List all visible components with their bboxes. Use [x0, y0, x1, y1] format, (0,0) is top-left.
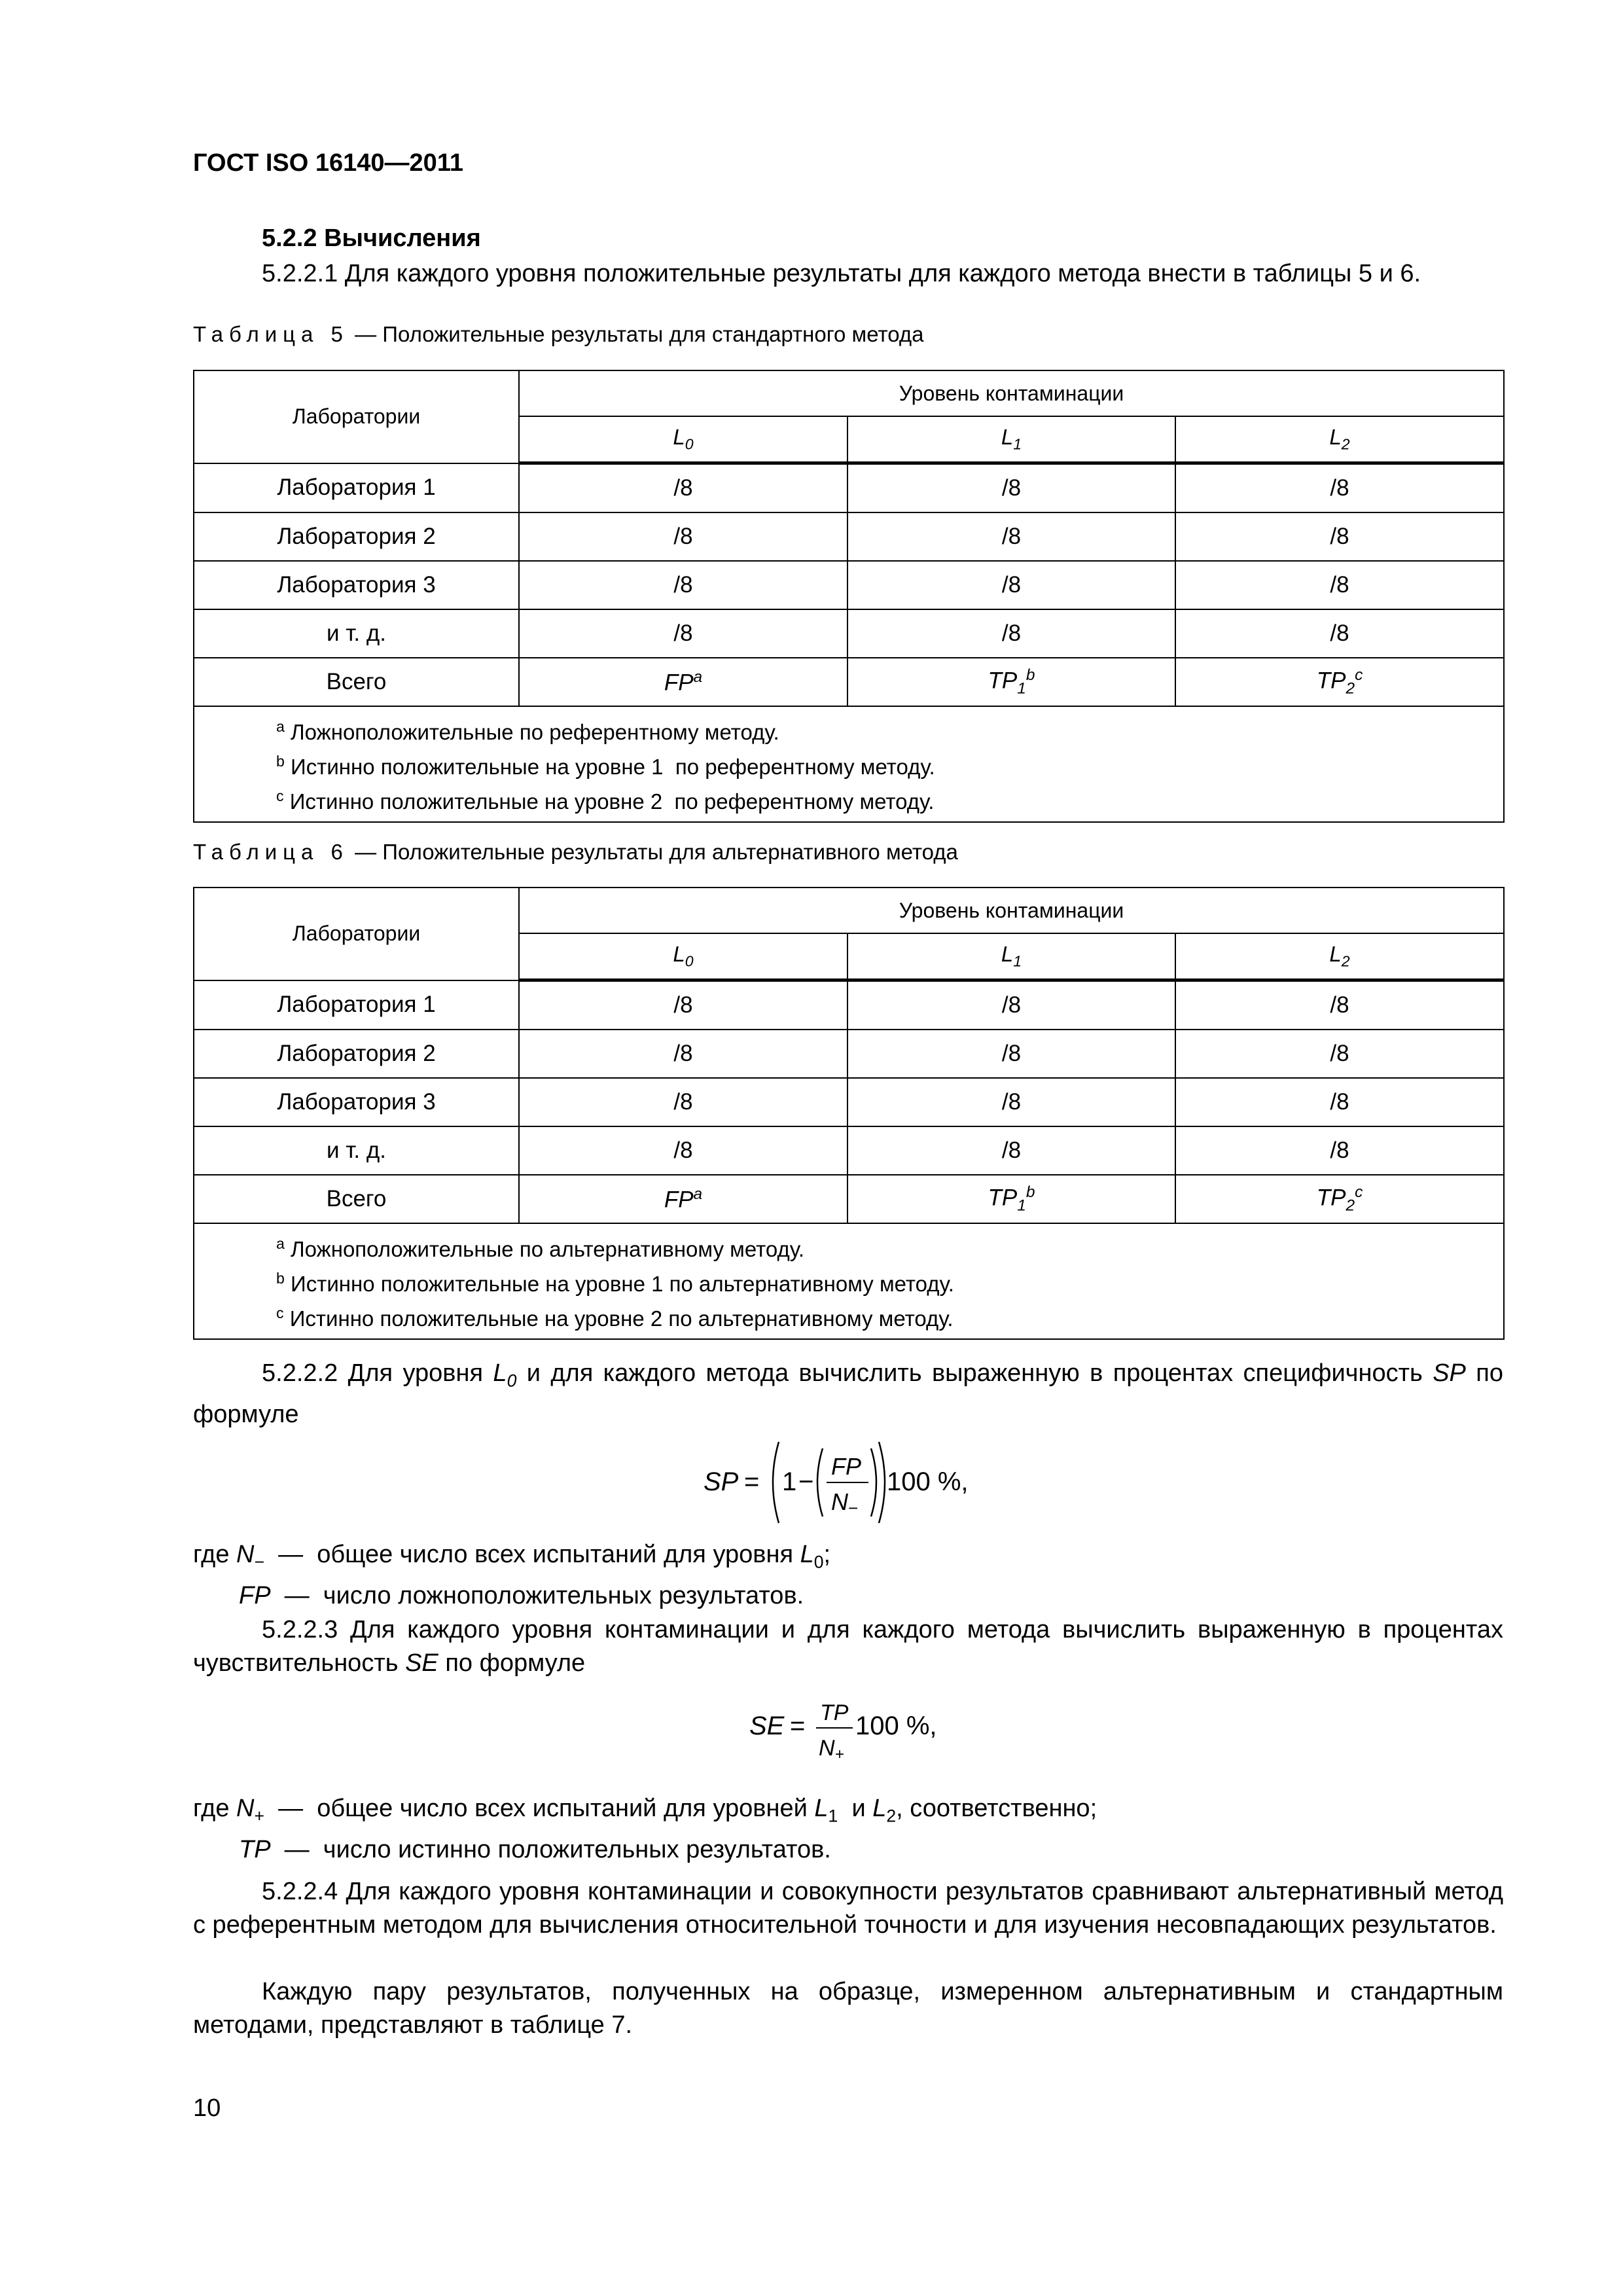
- p5223-text-2: по формуле: [438, 1649, 586, 1677]
- table6-footnote-b: $^b$ Истинно положительные на уровне 1 по альтернативному методу.: [276, 1270, 954, 1296]
- table6-footnotes: [194, 1223, 1504, 1339]
- table5-cell: /8: [847, 609, 1175, 658]
- svg-text:N: N: [831, 1488, 848, 1515]
- table5-lab: Лаборатория 1: [194, 463, 519, 513]
- table5-total-row: [194, 658, 1504, 706]
- svg-text:=: =: [790, 1712, 806, 1740]
- table6-cell: /8: [519, 1078, 847, 1126]
- table5-total-label: Всего: [194, 658, 519, 706]
- where-sp-line-2: FP — число ложноположительных результатов.: [239, 1581, 804, 1609]
- table6-total-row: [194, 1175, 1504, 1223]
- table5-lab: Лаборатория 3: [194, 561, 519, 609]
- svg-text:100 %,: 100 %,: [887, 1467, 969, 1496]
- table5-cell: /8: [847, 512, 1175, 561]
- table6-caption-text: — Положительные результаты для альтернативного метода: [348, 840, 958, 864]
- table5-total-tp2: $TP_2^c$: [1175, 658, 1504, 706]
- table6-footnote-c: $^c$ Истинно положительные на уровне 2 по альтернативному методу.: [276, 1304, 954, 1331]
- table5-total-fp: $FP^a$: [519, 658, 847, 706]
- table6-cell: /8: [1175, 980, 1504, 1030]
- table5-total-tp1: $TP_1^b$: [847, 658, 1175, 706]
- formula-sp: [704, 1437, 998, 1535]
- where-se-line-2: TP — число истинно положительных результатов.: [239, 1835, 831, 1863]
- table5-cell: /8: [519, 609, 847, 658]
- table5-cell: /8: [847, 561, 1175, 609]
- table6-level-1: $L_1$: [847, 933, 1175, 980]
- table-row: [194, 1078, 1504, 1126]
- svg-text:SP: SP: [704, 1467, 739, 1496]
- table-row: [194, 512, 1504, 561]
- table5-caption: [193, 322, 923, 347]
- svg-text:SE: SE: [749, 1712, 785, 1740]
- svg-text:TP: TP: [820, 1700, 849, 1725]
- svg-text:=: =: [744, 1467, 760, 1496]
- table6-caption-prefix: Таблица 6: [193, 840, 349, 864]
- table5-lab: и т. д.: [194, 609, 519, 658]
- table6: [193, 887, 1505, 1340]
- paragraph-5-2-2-4: 5.2.2.4 Для каждого уровня контаминации и совокупности результатов сравнивают альтернативный метод с референтным методом для вычисления относительной точности и для изучения несовпадающих результатов.: [193, 1878, 1503, 1939]
- paragraph-5-2-2-1: 5.2.2.1 Для каждого уровня положительные результаты для каждого метода внести в таблицы 5 и 6.: [262, 260, 1421, 287]
- table6-total-tp1: $TP_1^b$: [847, 1175, 1175, 1223]
- table-row: [194, 463, 1504, 513]
- table6-header-lab: Лаборатории: [194, 888, 519, 980]
- svg-text:FP: FP: [831, 1453, 862, 1480]
- table6-cell: /8: [1175, 1126, 1504, 1175]
- table6-lab: и т. д.: [194, 1126, 519, 1175]
- table6-cell: /8: [1175, 1030, 1504, 1078]
- table5-cell: /8: [847, 463, 1175, 513]
- table6-cell: /8: [519, 1126, 847, 1175]
- svg-text:1: 1: [782, 1467, 797, 1496]
- table5-footnote-a: $^a$ Ложноположительные по референтному методу.: [276, 718, 779, 744]
- table5-footnotes: [194, 706, 1504, 822]
- svg-text:100 %,: 100 %,: [855, 1712, 937, 1740]
- where-sp: [193, 1538, 1503, 1613]
- page-number: 10: [193, 2094, 221, 2122]
- p5223-text-1: 5.2.2.3 Для каждого уровня контаминации и для каждого метода вычислить выраженную в процентах чувствительность: [193, 1616, 1503, 1677]
- table-row: [194, 609, 1504, 658]
- table6-level-2: $L_2$: [1175, 933, 1504, 980]
- svg-text:+: +: [835, 1746, 845, 1763]
- p5222-text-2: и для каждого метода вычислить выраженную в процентах специфичность: [516, 1359, 1433, 1387]
- where-se: [193, 1792, 1503, 1867]
- section-title: 5.2.2 Вычисления: [262, 224, 481, 252]
- table6-caption: [193, 840, 958, 865]
- formula-se-graphic: [749, 1695, 959, 1767]
- table6-total-tp2: $TP_2^c$: [1175, 1175, 1504, 1223]
- p5223-symbol: SE: [405, 1649, 438, 1677]
- svg-text:N: N: [819, 1736, 835, 1761]
- table6-header-level: Уровень контаминации: [519, 888, 1504, 933]
- table5-header-lab: Лаборатории: [194, 370, 519, 463]
- table5-cell: /8: [1175, 561, 1504, 609]
- table5-cell: /8: [1175, 609, 1504, 658]
- paragraph-5-2-2-3: [193, 1613, 1503, 1680]
- table5-cell: /8: [519, 512, 847, 561]
- table6-cell: /8: [519, 980, 847, 1030]
- svg-text:−: −: [848, 1498, 859, 1518]
- table-row: [194, 980, 1504, 1030]
- p5222-symbol: SP: [1433, 1359, 1466, 1387]
- table6-cell: /8: [847, 1126, 1175, 1175]
- table-row: [194, 1030, 1504, 1078]
- p5222-text-3: по формуле: [193, 1359, 1503, 1428]
- table5-caption-prefix: Таблица 5: [193, 322, 349, 346]
- table5-level-0: $L_0$: [519, 416, 847, 463]
- table6-lab: Лаборатория 1: [194, 980, 519, 1030]
- table6-total-fp: $FP^a$: [519, 1175, 847, 1223]
- table6-cell: /8: [519, 1030, 847, 1078]
- formula-sp-graphic: [704, 1437, 998, 1528]
- paragraph-5-2-2-2: [193, 1357, 1503, 1431]
- table6-cell: /8: [847, 1078, 1175, 1126]
- where-se-line-1: где $N_+$ — общее число всех испытаний для уровней $L_1$ и $L_2$, соответственно;: [193, 1795, 1097, 1826]
- table5-level-2: $L_2$: [1175, 416, 1504, 463]
- table6-footnote-a: $^a$ Ложноположительные по альтернативному методу.: [276, 1235, 805, 1261]
- table5-caption-text: — Положительные результаты для стандартного метода: [348, 322, 924, 346]
- table5: [193, 370, 1505, 823]
- table6-level-0: $L_0$: [519, 933, 847, 980]
- table5-cell: /8: [519, 561, 847, 609]
- paragraph-pairs: Каждую пару результатов, полученных на образце, измеренном альтернативным и стандартным методами, представляют в таблице 7.: [193, 1978, 1503, 2039]
- formula-se: [749, 1695, 959, 1774]
- table6-cell: /8: [1175, 1078, 1504, 1126]
- table5-lab: Лаборатория 2: [194, 512, 519, 561]
- svg-text:−: −: [798, 1467, 814, 1496]
- table6-lab: Лаборатория 3: [194, 1078, 519, 1126]
- table-row: [194, 1126, 1504, 1175]
- table5-cell: /8: [1175, 512, 1504, 561]
- table5-footnote-c: $^c$ Истинно положительные на уровне 2 по референтному методу.: [276, 787, 935, 814]
- where-sp-line-1: где $N_-$ — общее число всех испытаний для уровня $L_0$;: [193, 1541, 831, 1572]
- table-row: [194, 561, 1504, 609]
- document-header: ГОСТ ISO 16140—2011: [193, 149, 463, 177]
- table5-footnote-b: $^b$ Истинно положительные на уровне 1 по референтному методу.: [276, 753, 935, 779]
- table6-cell: /8: [847, 1030, 1175, 1078]
- table5-header-level: Уровень контаминации: [519, 370, 1504, 416]
- table5-level-1: $L_1$: [847, 416, 1175, 463]
- p5222-level: $L_0$: [493, 1359, 517, 1391]
- table6-lab: Лаборатория 2: [194, 1030, 519, 1078]
- p5222-text-1: 5.2.2.2 Для уровня: [262, 1359, 493, 1387]
- table6-cell: /8: [847, 980, 1175, 1030]
- table6-total-label: Всего: [194, 1175, 519, 1223]
- table5-cell: /8: [1175, 463, 1504, 513]
- table5-cell: /8: [519, 463, 847, 513]
